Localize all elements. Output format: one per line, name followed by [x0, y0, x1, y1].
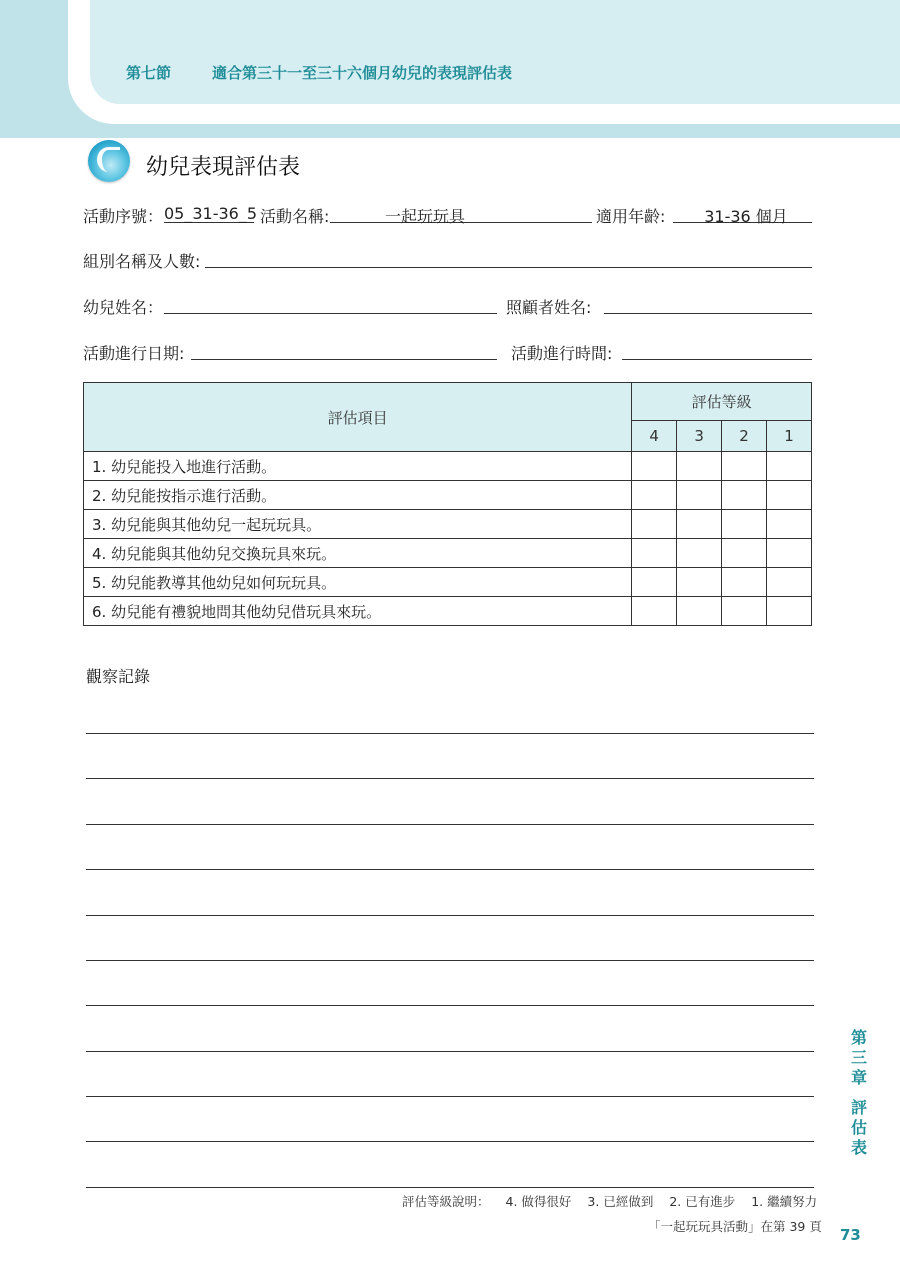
- item-header: 評估項目: [84, 383, 632, 452]
- age-label: 適用年齡:: [596, 207, 666, 226]
- table-row: [84, 452, 812, 481]
- level-1-header: 1: [767, 420, 812, 451]
- rating-cell[interactable]: [767, 452, 812, 481]
- rating-cell[interactable]: [632, 481, 677, 510]
- rating-cell[interactable]: [677, 568, 722, 597]
- activity-name-label: 活動名稱:: [260, 207, 330, 226]
- level-4-header: 4: [632, 420, 677, 451]
- rating-cell[interactable]: [767, 510, 812, 539]
- rating-cell[interactable]: [767, 597, 812, 626]
- observation-line[interactable]: [86, 824, 814, 825]
- page-number: 73: [840, 1226, 861, 1244]
- table-row: [84, 597, 812, 626]
- legend-label: 評估等級說明：: [402, 1194, 490, 1209]
- section-title: 適合第三十一至三十六個月幼兒的表現評估表: [212, 64, 513, 82]
- observation-title: 觀察記錄: [86, 667, 151, 686]
- rating-cell[interactable]: [722, 568, 767, 597]
- rating-cell[interactable]: [632, 510, 677, 539]
- page-reference: 「一起玩玩具活動」在第 39 頁: [648, 1219, 822, 1234]
- observation-line[interactable]: [86, 778, 814, 779]
- evaluation-table: [83, 382, 812, 626]
- table-row: [84, 510, 812, 539]
- activity-name-value[interactable]: 一起玩玩具: [384, 207, 465, 226]
- group-field[interactable]: [205, 267, 812, 268]
- date-field[interactable]: [191, 359, 497, 360]
- activity-no-value[interactable]: 05_31-36_5: [164, 204, 258, 223]
- item-text: 1. 幼兒能投入地進行活動。: [84, 452, 632, 481]
- form-title: 幼兒表現評估表: [146, 155, 301, 180]
- table-row: [84, 481, 812, 510]
- rating-cell[interactable]: [677, 452, 722, 481]
- rating-cell[interactable]: [767, 568, 812, 597]
- table-row: [84, 568, 812, 597]
- rating-cell[interactable]: [677, 597, 722, 626]
- rating-cell[interactable]: [722, 452, 767, 481]
- level-2-header: 2: [722, 420, 767, 451]
- rating-cell[interactable]: [722, 481, 767, 510]
- rating-cell[interactable]: [632, 452, 677, 481]
- rating-cell[interactable]: [722, 597, 767, 626]
- side-chapter-label: 第三章: [850, 1028, 867, 1087]
- age-value[interactable]: 31-36 個月: [704, 207, 788, 226]
- rating-legend: [402, 1192, 817, 1210]
- time-label: 活動進行時間:: [511, 344, 613, 363]
- legend-item: 2. 已有進步: [669, 1194, 736, 1209]
- rating-cell[interactable]: [722, 510, 767, 539]
- level-header: 評估等級: [632, 383, 812, 421]
- caregiver-field[interactable]: [604, 313, 812, 314]
- observation-line[interactable]: [86, 915, 814, 916]
- observation-line[interactable]: [86, 1187, 814, 1188]
- legend-item: 3. 已經做到: [587, 1194, 654, 1209]
- item-text: 2. 幼兒能按指示進行活動。: [84, 481, 632, 510]
- rating-cell[interactable]: [767, 539, 812, 568]
- observation-line[interactable]: [86, 1141, 814, 1142]
- child-name-label: 幼兒姓名：: [83, 298, 164, 317]
- header-panel: [90, 0, 900, 104]
- table-row: [84, 539, 812, 568]
- side-section-label: 評估表: [850, 1098, 867, 1157]
- time-field[interactable]: [622, 359, 812, 360]
- observation-line[interactable]: [86, 1096, 814, 1097]
- observation-line[interactable]: [86, 1051, 814, 1052]
- date-label: 活動進行日期:: [83, 344, 185, 363]
- item-text: 6. 幼兒能有禮貌地問其他幼兒借玩具來玩。: [84, 597, 632, 626]
- item-text: 3. 幼兒能與其他幼兒一起玩玩具。: [84, 510, 632, 539]
- rating-cell[interactable]: [632, 568, 677, 597]
- rating-cell[interactable]: [722, 539, 767, 568]
- rating-cell[interactable]: [632, 597, 677, 626]
- rating-cell[interactable]: [677, 481, 722, 510]
- rating-cell[interactable]: [767, 481, 812, 510]
- bullet-ball-icon: [88, 140, 130, 182]
- legend-item: 4. 做得很好: [505, 1194, 572, 1209]
- item-text: 5. 幼兒能教導其他幼兒如何玩玩具。: [84, 568, 632, 597]
- observation-line[interactable]: [86, 869, 814, 870]
- child-name-field[interactable]: [164, 313, 497, 314]
- level-3-header: 3: [677, 420, 722, 451]
- observation-line[interactable]: [86, 1005, 814, 1006]
- section-label: 第七節: [126, 64, 172, 82]
- rating-cell[interactable]: [677, 539, 722, 568]
- rating-cell[interactable]: [677, 510, 722, 539]
- rating-cell[interactable]: [632, 539, 677, 568]
- activity-no-label: 活動序號：: [83, 207, 164, 226]
- observation-line[interactable]: [86, 733, 814, 734]
- caregiver-label: 照顧者姓名:: [506, 298, 592, 317]
- group-label: 組別名稱及人數:: [83, 252, 201, 271]
- legend-item: 1. 繼續努力: [751, 1194, 818, 1209]
- observation-line[interactable]: [86, 960, 814, 961]
- item-text: 4. 幼兒能與其他幼兒交換玩具來玩。: [84, 539, 632, 568]
